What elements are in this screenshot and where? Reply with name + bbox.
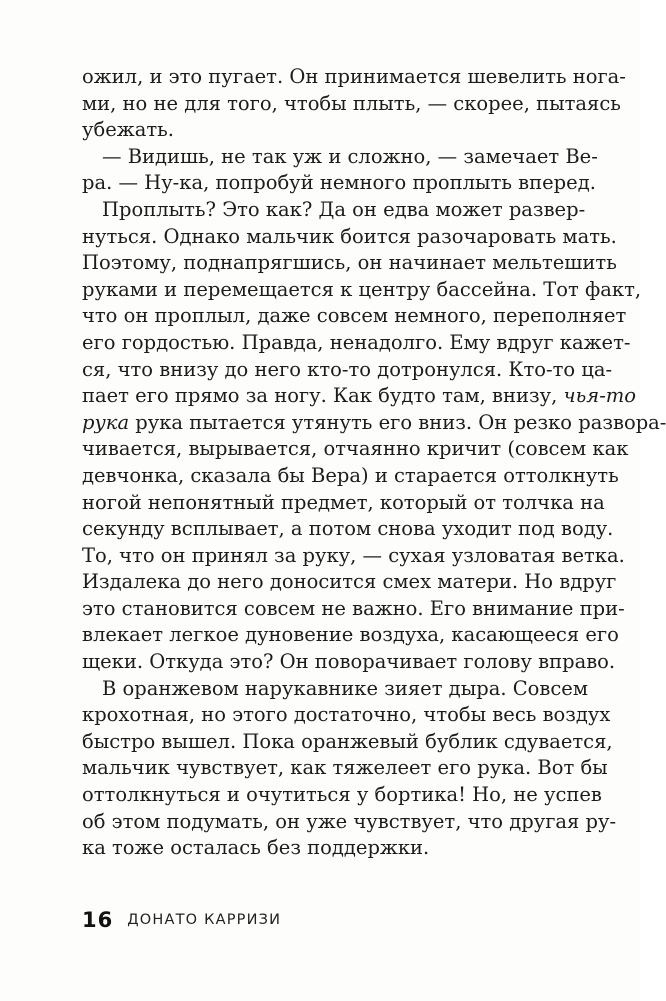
text-line: убежать. (82, 118, 174, 142)
body-text (82, 64, 666, 862)
text-line: влекает легкое дуновение воздуха, касающееся его (82, 623, 619, 647)
text-line: Поэтому, поднапрягшись, он начинает мельтешить (82, 251, 617, 275)
text-line: руками и перемещается к центру бассейна. Тот факт, (82, 277, 642, 301)
text-line: его гордостью. Правда, ненадолго. Ему вдруг кажет- (82, 330, 631, 354)
text-line (82, 410, 666, 437)
text-line: — Видишь, не так уж и сложно, — замечает Ве- (102, 144, 598, 168)
text-line: оттолкнуться и очутиться у бортика! Но, не успев (82, 783, 602, 807)
text-line: быстро вышел. Пока оранжевый бублик сдувается, (82, 729, 613, 753)
text-line: это становится совсем не важно. Его внимание при- (82, 596, 625, 620)
text-line: ми, но не для того, чтобы плыть, — скорее, пытаясь (82, 91, 621, 115)
text-line: щеки. Откуда это? Он поворачивает голову вправо. (82, 650, 616, 674)
text-line: То, что он принял за руку, — сухая узловатая ветка. (82, 543, 625, 567)
italic-fragment: чья-то (563, 384, 637, 408)
text-line: ра. — Ну-ка, попробуй немного проплыть вперед. (82, 171, 596, 195)
text-line-part: пает его прямо за ногу. Как будто там, внизу, (82, 384, 558, 408)
text-line: секунду всплывает, а потом снова уходит под воду. (82, 517, 614, 541)
running-footer-author: ДОНАТО КАРРИЗИ (127, 912, 282, 928)
text-line: ся, что внизу до него кто-то дотронулся. Кто-то ца- (82, 357, 613, 381)
text-line: об этом подумать, он уже чувствует, что другая ру- (82, 809, 617, 833)
text-line: что он проплыл, даже совсем немного, переполняет (82, 304, 627, 328)
text-line: ка тоже осталась без поддержки. (82, 836, 430, 860)
text-line: нуться. Однако мальчик боится разочаровать мать. (82, 224, 617, 248)
text-line: В оранжевом нарукавнике зияет дыра. Совсем (102, 676, 588, 700)
text-line: чивается, вырывается, отчаянно кричит (совсем как (82, 437, 629, 461)
text-line: крохотная, но этого достаточно, чтобы весь воздух (82, 703, 611, 727)
text-line: ожил, и это пугает. Он принимается шевелить нога- (82, 65, 626, 88)
text-line: мальчик чувствует, как тяжелеет его рука. Вот бы (82, 756, 608, 780)
text-line (82, 383, 637, 410)
text-line-part: рука пытается утянуть его вниз. Он резко развора- (135, 410, 666, 434)
page-footer (82, 905, 281, 935)
page-number: 16 (82, 908, 114, 932)
italic-fragment: рука (82, 410, 130, 434)
text-line: ногой непонятный предмет, который от толчка на (82, 490, 605, 514)
text-line: Издалека до него доносится смех матери. Но вдруг (82, 570, 617, 594)
text-line: девчонка, сказала бы Вера) и старается оттолкнуть (82, 463, 619, 487)
text-line: Проплыть? Это как? Да он едва может развер- (102, 197, 586, 221)
